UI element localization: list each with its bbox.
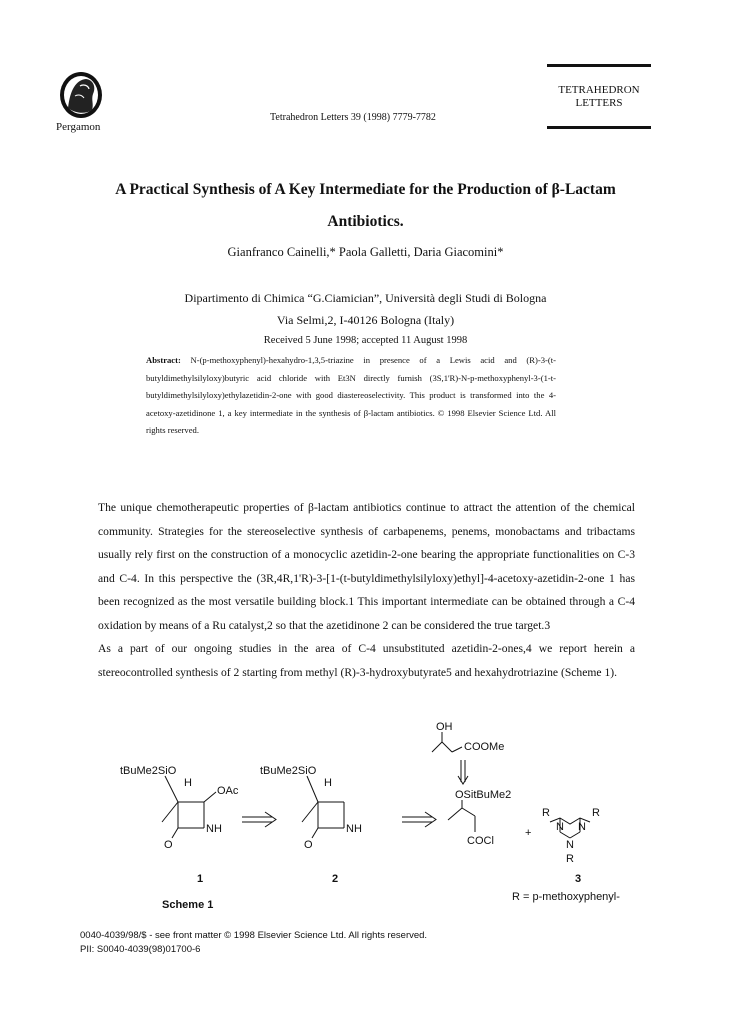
journal-rule-bottom [547,126,651,129]
scheme-2-silyl-label: tBuMe2SiO [260,765,317,777]
abstract [146,352,556,440]
footer-copyright: 0040-4039/98/$ - see front matter © 1998 Elsevier Science Ltd. All rights reserved. [80,930,428,941]
received-dates: Received 5 June 1998; accepted 11 August 1998 [263,335,468,346]
affiliation-line2: Via Selmi,2, I-40126 Bologna (Italy) [276,313,455,327]
scheme-2-o-label: O [304,839,313,851]
scheme-1-silyl-label: tBuMe2SiO [120,765,177,777]
triazine-r-left: R [542,807,550,819]
scheme-2-h-label: H [324,777,332,789]
journal-rule-top [547,64,651,67]
scheme-1-o-label: O [164,839,173,851]
pergamon-logo [58,70,104,122]
article-title [60,174,671,238]
scheme-1-nh-label: NH [206,823,222,835]
scheme-caption: Scheme 1 [162,899,214,911]
affiliation-line1: Dipartimento di Chimica “G.Ciamician”, Università degli Studi di Bologna [184,291,547,305]
body-text [98,496,635,684]
scheme-plus-sign: + [525,827,532,839]
abstract-label: Abstract: [146,355,181,365]
scheme-1-oac-label: OAc [217,785,239,797]
abstract-text: N-(p-methoxyphenyl)-hexahydro-1,3,5-triazine in presence of a Lewis acid and (R)-3-(t-butyldimethylsilyloxy)butyric acid chloride with Et3N directly furnish (3S,1'R)-N-p-methoxyphenyl-3-(1-t-butyldimethylsilyloxy)ethylazetidin-2-one with good diastereoselectivity. This product is transformed into the 4-acetoxy-azetidinone 1, a key intermediate in the synthesis of β-lactam antibiotics. © 1998 Elsevier Science Ltd. All rights reserved. [146,355,556,435]
article-title-line1: A Practical Synthesis of A Key Intermediate for the Production of β-Lactam [115,181,616,198]
scheme-cocl-label: COCl [467,835,494,847]
scheme-osi-label: OSitBuMe2 [455,789,512,801]
scheme-1-h-label: H [184,777,192,789]
body-paragraph-2: As a part of our ongoing studies in the area of C-4 unsubstituted azetidin-2-ones,4 we report herein a stereocontrolled synthesis of 2 starting from methyl (R)-3-hydroxybutyrate5 and hexahydrotriazine (Scheme 1). [98,642,635,679]
compound-3-number: 3 [575,873,582,885]
scheme-oh-label: OH [436,721,453,733]
triazine-n-left: N [556,821,564,833]
scheme-2-nh-label: NH [346,823,362,835]
publisher-name: Pergamon [56,121,101,133]
scheme-1-figure [120,720,640,915]
triazine-n-right: N [578,821,586,833]
compound-2-number: 2 [332,873,339,885]
footer-pii: PII: S0040-4039(98)01700-6 [80,944,201,955]
compound-1-number: 1 [197,873,204,885]
r-group-definition: R = p-methoxyphenyl- [512,891,620,903]
body-paragraph-1: The unique chemotherapeutic properties of β-lactam antibiotics continue to attract the attention of the chemical community. Strategies for the stereoselective synthesis of carbapenems, penems, monobactams and tribactams usually rely first on the construction of a monocyclic azetidin-2-one bearing the appropriate functionalities on C-3 and C-4. In this perspective the (3R,4R,1'R)-3-[1-(t-butyldimethylsilyloxy)ethyl]-4-acetoxy-azetidin-2-one 1 has been recognized as the most versatile building block.1 This important intermediate can be obtained through a C-4 oxidation by means of a Ru catalyst,2 so that the azetidinone 2 can be considered the true target.3 [98,501,635,632]
scheme-coome-label: COOMe [464,741,505,753]
footer [80,929,427,957]
triazine-r-right: R [592,807,600,819]
triazine-r-bottom: R [566,853,574,865]
journal-name-line1: TETRAHEDRON [558,84,640,96]
journal-name-line2: LETTERS [575,97,623,109]
triazine-n-bottom: N [566,839,574,851]
article-title-line2: Antibiotics. [327,213,404,230]
journal-citation: Tetrahedron Letters 39 (1998) 7779-7782 [270,112,436,123]
authors: Gianfranco Cainelli,* Paola Galletti, Daria Giacomini* [227,245,504,259]
